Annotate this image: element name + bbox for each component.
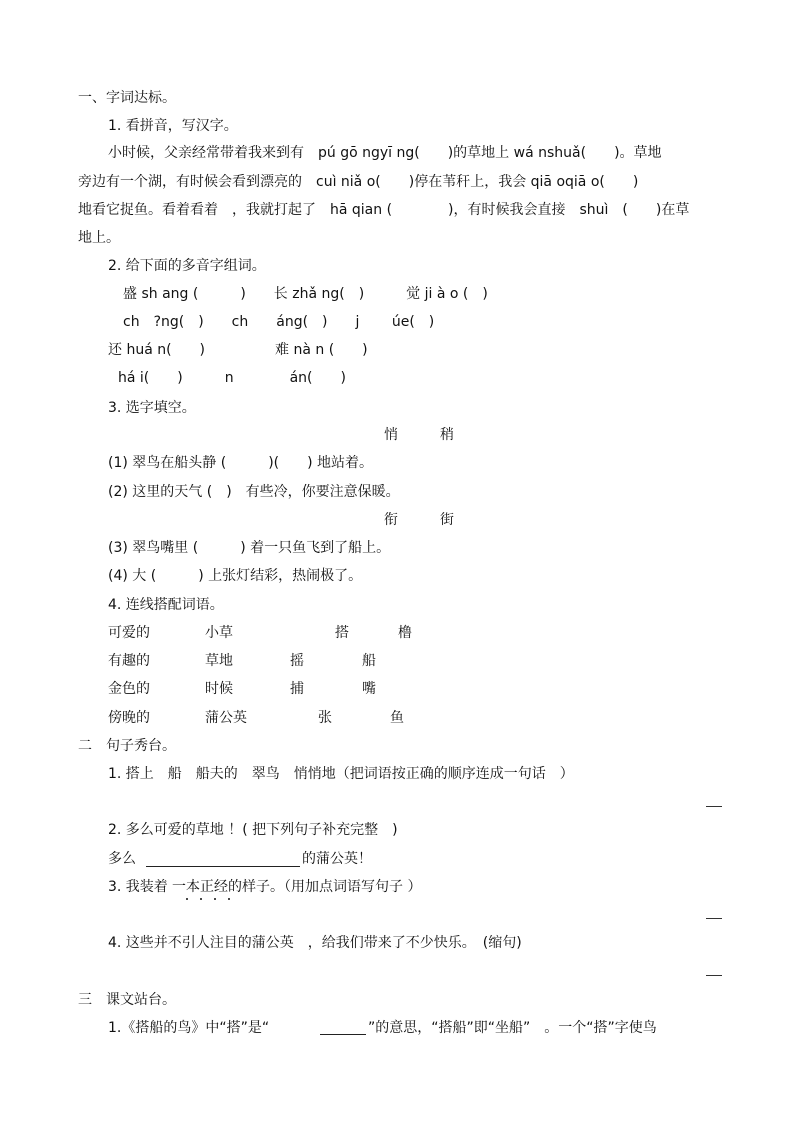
emphasis-dot [214, 898, 216, 900]
q3-item-4: (4) 大 ( ) 上张灯结彩，热闹极了。 [108, 568, 363, 584]
answer-line [706, 806, 722, 807]
q3-item-1: (1) 翠鸟在船头静 ( )( ) 地站着。 [108, 455, 374, 471]
q3-options-1: 悄 稍 [384, 427, 454, 443]
q3-item-2: (2) 这里的天气 ( ) 有些冷，你要注意保暖。 [108, 484, 400, 500]
match-word: 张 [318, 710, 332, 726]
match-word: 时候 [205, 681, 233, 697]
match-word: 草地 [205, 653, 233, 669]
fill-blank-line [146, 866, 300, 867]
s2-q1: 1. 搭上 船 船夫的 翠鸟 悄悄地（把词语按正确的顺序连成一句话 ） [108, 766, 574, 782]
match-word: 捕 [290, 681, 304, 697]
match-word: 摇 [290, 653, 304, 669]
s2-q2-fill-end: 的蒲公英！ [302, 851, 372, 867]
answer-line [706, 975, 722, 976]
q2-row-4: há i( ) n án( ) [118, 370, 346, 386]
q2-row-2: ch ?ng( ) ch áng( ) j úe( ) [123, 314, 435, 330]
q2-row-1: 盛 sh ang ( ) 长 zhǎ ng( ) 觉 ji à o ( ) [123, 286, 488, 302]
match-word: 橹 [398, 625, 412, 641]
s2-q2-fill-start: 多么 [108, 851, 136, 867]
s3-q1-start: 1.《搭船的鸟》中“搭”是“ [108, 1020, 270, 1036]
emphasis-dot [228, 898, 230, 900]
section-1-heading: 一、字词达标。 [78, 90, 176, 106]
q3-title: 3. 选字填空。 [108, 400, 196, 416]
match-word: 鱼 [390, 710, 404, 726]
s2-q3-dotted-word: 一本正经 [172, 879, 228, 895]
match-word: 船 [362, 653, 376, 669]
fill-blank-line [320, 1034, 366, 1035]
match-word: 可爱的 [108, 625, 150, 641]
q3-options-2: 衔 街 [384, 512, 454, 528]
section-3-heading: 三 课文站台。 [78, 992, 176, 1008]
s2-q3-start: 3. 我装着 [108, 879, 168, 895]
match-word: 蒲公英 [205, 710, 247, 726]
q1-line-3: 地看它捉鱼。看着看着 ，我就打起了 hā qian ( )，有时候我会直接 shuì ( )在草 [78, 202, 690, 218]
emphasis-dot [186, 898, 188, 900]
q2-row-3: 还 huá n( ) 难 nà n ( ) [108, 342, 368, 358]
emphasis-dot [200, 898, 202, 900]
s2-q2: 2. 多么可爱的草地 ！( 把下列句子补充完整 ) [108, 822, 398, 838]
q3-item-3: (3) 翠鸟嘴里 ( ) 着一只鱼飞到了船上。 [108, 540, 391, 556]
s3-q1-end: ”的意思，“搭船”即“坐船” 。一个“搭”字使鸟 [368, 1020, 657, 1036]
q1-line-2: 旁边有一个湖，有时候会看到漂亮的 cuì niǎ o( )停在苇秆上，我会 qiā oqiā o( ) [78, 174, 639, 190]
match-word: 搭 [335, 625, 349, 641]
match-word: 小草 [205, 625, 233, 641]
q4-title: 4. 连线搭配词语。 [108, 597, 224, 613]
answer-line [706, 918, 722, 919]
match-word: 金色的 [108, 681, 150, 697]
match-word: 傍晚的 [108, 710, 150, 726]
s2-q3-end: 的样子。（用加点词语写句子 ） [228, 879, 422, 895]
q1-title: 1. 看拼音，写汉字。 [108, 118, 238, 134]
q1-line-1: 小时候，父亲经常带着我来到有 pú gō ngyī ng( )的草地上 wá nshuǎ( )。草地 [108, 145, 662, 161]
match-word: 有趣的 [108, 653, 150, 669]
s2-q4: 4. 这些并不引人注目的蒲公英 ，给我们带来了不少快乐。 (缩句) [108, 935, 522, 951]
q1-line-4: 地上。 [78, 230, 120, 246]
section-2-heading: 二 句子秀台。 [78, 738, 176, 754]
q2-title: 2. 给下面的多音字组词。 [108, 258, 266, 274]
match-word: 嘴 [362, 681, 376, 697]
